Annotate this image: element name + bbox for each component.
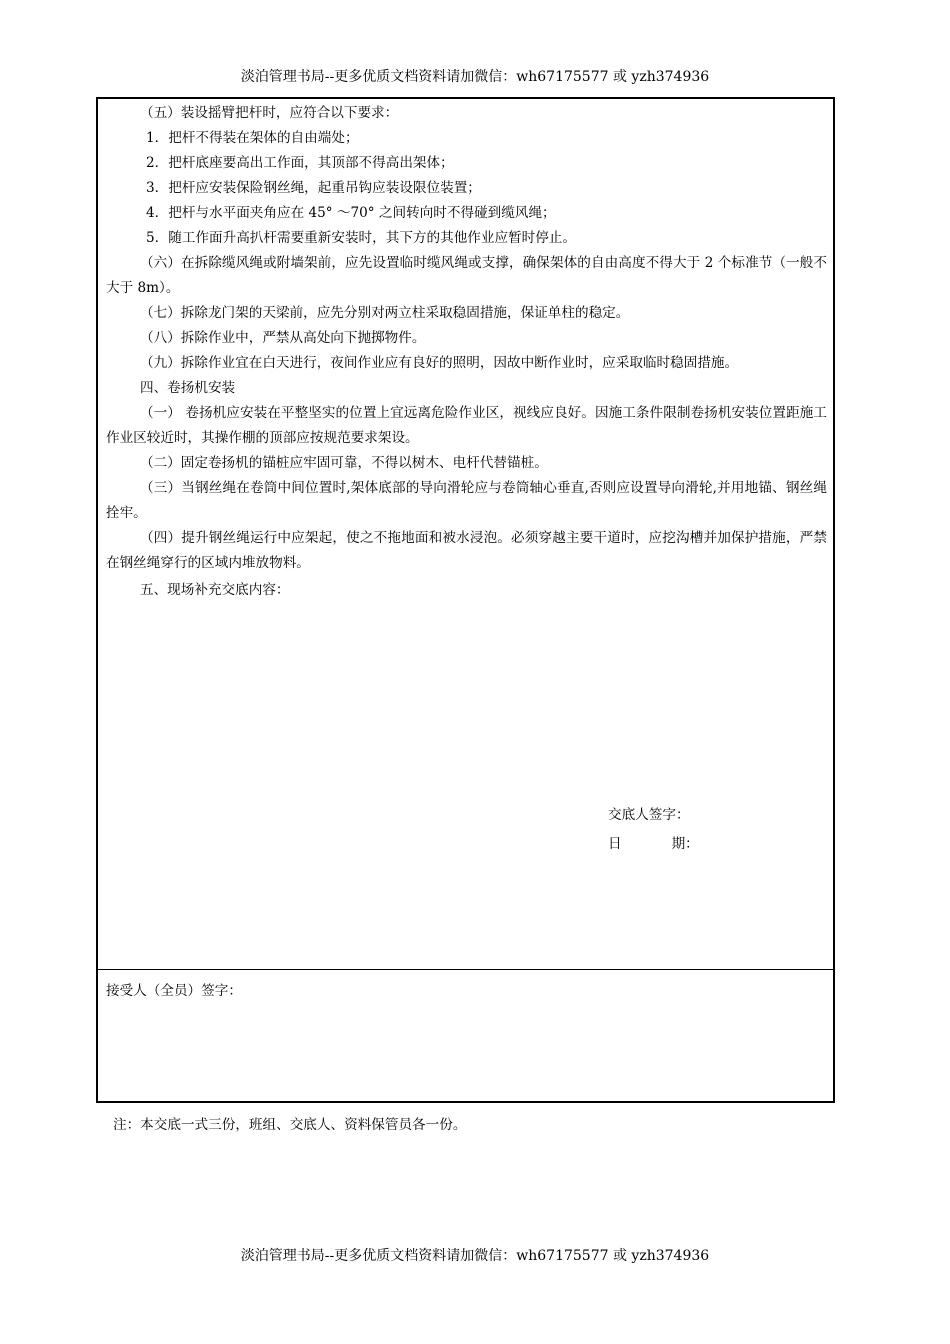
disclosure-content	[106, 101, 827, 603]
paragraph: （三）当钢丝绳在卷筒中间位置时,架体底部的导向滑轮应与卷筒轴心垂直,否则应设置导向滑轮,并用地锚、钢丝绳拴牢。	[106, 480, 827, 521]
paragraph: （八）拆除作业中，严禁从高处向下抛掷物件。	[140, 330, 426, 346]
section-heading: 五、现场补充交底内容：	[140, 582, 290, 598]
form-divider	[98, 969, 833, 970]
date-label	[608, 832, 699, 852]
discloser-signature-label: 交底人签字：	[608, 807, 690, 823]
paragraph: （七）拆除龙门架的天梁前，应先分别对两立柱采取稳固措施，保证单柱的稳定。	[140, 305, 630, 321]
paragraph: （九）拆除作业宜在白天进行，夜间作业应有良好的照明，因故中断作业时，应采取临时稳固措施。	[140, 355, 739, 371]
paragraph: （一） 卷扬机应安装在平整坚实的位置上宜远离危险作业区，视线应良好。因施工条件限制卷扬机安装位置距施工作业区较近时，其操作棚的顶部应按规范要求架设。	[106, 405, 827, 446]
paragraph: （五）装设摇臂把杆时，应符合以下要求：	[140, 105, 399, 121]
paragraph: 1．把杆不得装在架体的自由端处；	[146, 130, 359, 146]
disclosure-form	[96, 97, 835, 1103]
paragraph: 3．把杆应安装保险钢丝绳，起重吊钩应装设限位装置；	[146, 180, 481, 196]
page-footer: 淡泊管理书局--更多优质文档资料请加微信：wh67175577 或 yzh374936	[240, 1248, 710, 1264]
paragraph: 2．把杆底座要高出工作面，其顶部不得高出架体；	[146, 155, 454, 171]
footnote: 注：本交底一式三份，班组、交底人、资料保管员各一份。	[113, 1117, 467, 1133]
paragraph: 4．把杆与水平面夹角应在 45° ～70° 之间转向时不得碰到缆风绳；	[146, 205, 556, 221]
date-label-part2: 期：	[671, 836, 699, 852]
paragraph: （四）提升钢丝绳运行中应架起，使之不拖地面和被水浸泡。必须穿越主要干道时，应挖沟槽并加保护措施，严禁在钢丝绳穿行的区域内堆放物料。	[106, 530, 827, 571]
date-label-part1: 日	[608, 836, 622, 852]
receiver-signature-label: 接受人（全员）签字：	[106, 983, 242, 999]
section-heading: 四、卷扬机安装	[140, 380, 236, 396]
page-header: 淡泊管理书局--更多优质文档资料请加微信：wh67175577 或 yzh374936	[240, 69, 710, 85]
paragraph: （二）固定卷扬机的锚桩应牢固可靠，不得以树木、电杆代替锚桩。	[140, 455, 548, 471]
paragraph: （六）在拆除缆风绳或附墙架前，应先设置临时缆风绳或支撑，确保架体的自由高度不得大于 2 个标准节（一般不大于 8m）。	[106, 255, 827, 296]
paragraph: 5．随工作面升高扒杆需要重新安装时，其下方的其他作业应暂时停止。	[146, 230, 577, 246]
